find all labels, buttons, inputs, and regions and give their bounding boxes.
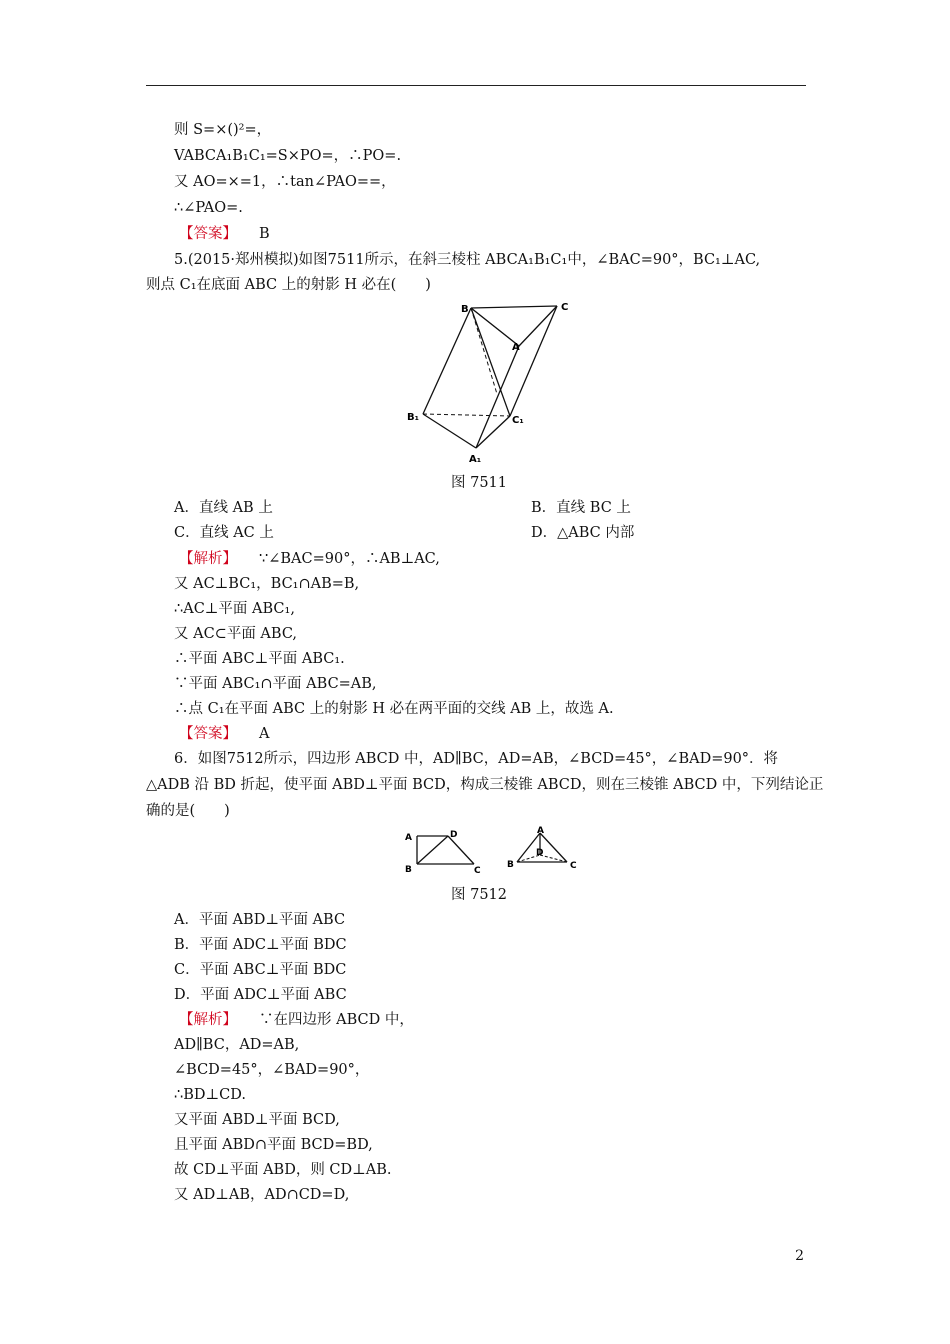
option-d: D．平面 ADC⊥平面 ABC	[174, 987, 347, 1003]
analysis-line: ∴BD⊥CD.	[174, 1087, 246, 1103]
analysis-line: 又 AC⊥BC₁，BC₁∩AB=B,	[174, 576, 360, 592]
analysis-line: 又平面 ABD⊥平面 BCD,	[174, 1112, 340, 1128]
fig2-label-B2: B	[507, 860, 514, 870]
option-c: C．直线 AC 上	[174, 525, 274, 541]
analysis-line: AD∥BC，AD=AB,	[174, 1037, 300, 1053]
fig1-label-A1: A₁	[469, 454, 482, 465]
analysis-line	[179, 1010, 414, 1030]
analysis-line: 又 AD⊥AB，AD∩CD=D,	[174, 1187, 350, 1203]
analysis-line: 故 CD⊥平面 ABD，则 CD⊥AB.	[174, 1162, 392, 1178]
fig1-label-C1: C₁	[512, 415, 524, 426]
analysis-line: ∴平面 ABC⊥平面 ABC₁.	[174, 651, 345, 667]
option-a: A．平面 ABD⊥平面 ABC	[174, 912, 346, 928]
option-c: C．平面 ABC⊥平面 BDC	[174, 962, 347, 978]
page-number: 2	[795, 1248, 804, 1264]
figure-7512-caption: 图 7512	[451, 887, 508, 903]
solution-line: 则 S=×()²=，	[174, 122, 272, 138]
answer-tag: 【答案】	[179, 226, 237, 242]
fig2-label-C2: C	[570, 861, 577, 871]
option-a: A．直线 AB 上	[174, 500, 273, 516]
fig2-label-D2: D	[536, 848, 544, 858]
answer-tag: 【答案】	[179, 726, 237, 742]
analysis-line: ∴点 C₁在平面 ABC 上的射影 H 必在两平面的交线 AB 上，故选 A.	[174, 701, 614, 717]
analysis-line: 且平面 ABD∩平面 BCD=BD,	[174, 1137, 373, 1153]
fig2-label-C: C	[474, 866, 481, 876]
solution-line: ∴∠PAO=.	[174, 200, 243, 216]
fig2-label-B: B	[405, 865, 412, 875]
answer-line	[179, 224, 270, 244]
fig1-label-B: B	[461, 304, 469, 315]
analysis-tag: 【解析】	[179, 1012, 237, 1028]
solution-line: VABCA₁B₁C₁=S×PO=，∴PO=.	[174, 148, 402, 164]
analysis-line: ∠BCD=45°，∠BAD=90°，	[174, 1062, 370, 1078]
analysis-line	[179, 549, 440, 569]
option-b: B．平面 ADC⊥平面 BDC	[174, 937, 347, 953]
analysis-line: ∵平面 ABC₁∩平面 ABC=AB,	[174, 676, 377, 692]
analysis-text: ∵在四边形 ABCD 中，	[259, 1012, 414, 1028]
question-6-text: 确的是( )	[146, 803, 230, 819]
analysis-tag: 【解析】	[179, 551, 237, 567]
question-5-text: 则点 C₁在底面 ABC 上的射影 H 必在( )	[146, 277, 431, 293]
fig2-label-A: A	[405, 833, 412, 843]
fig1-label-A: A	[512, 342, 520, 353]
answer-line	[179, 724, 269, 744]
option-b: B．直线 BC 上	[531, 500, 631, 516]
analysis-text: ∵∠BAC=90°，∴AB⊥AC,	[259, 551, 440, 567]
question-6-text: 6．如图7512所示，四边形 ABCD 中，AD∥BC，AD=AB，∠BCD=45°，∠BAD=90°．将	[174, 751, 779, 767]
option-d: D．△ABC 内部	[531, 525, 635, 541]
analysis-line: ∴AC⊥平面 ABC₁,	[174, 601, 295, 617]
figure-7511-caption: 图 7511	[451, 475, 508, 491]
header-rule	[146, 85, 806, 86]
figure-7511-prism	[405, 296, 580, 466]
question-5-text: 5.(2015·郑州模拟)如图7511所示，在斜三棱柱 ABCA₁B₁C₁中，∠BAC=90°，BC₁⊥AC,	[174, 252, 761, 268]
solution-line: 又 AO=×=1，∴tan∠PAO==，	[174, 174, 396, 190]
analysis-line: 又 AC⊂平面 ABC,	[174, 626, 298, 642]
answer-value: A	[259, 726, 270, 742]
fig1-label-C: C	[561, 302, 569, 313]
fig2-label-D: D	[450, 830, 458, 840]
fig2-label-A2: A	[537, 826, 544, 836]
fig1-label-B1: B₁	[407, 412, 420, 423]
figure-7512-fold	[400, 824, 590, 876]
answer-value: B	[259, 226, 270, 242]
question-6-text: △ADB 沿 BD 折起，使平面 ABD⊥平面 BCD，构成三棱锥 ABCD，则在三棱锥 ABCD 中，下列结论正	[146, 777, 824, 793]
